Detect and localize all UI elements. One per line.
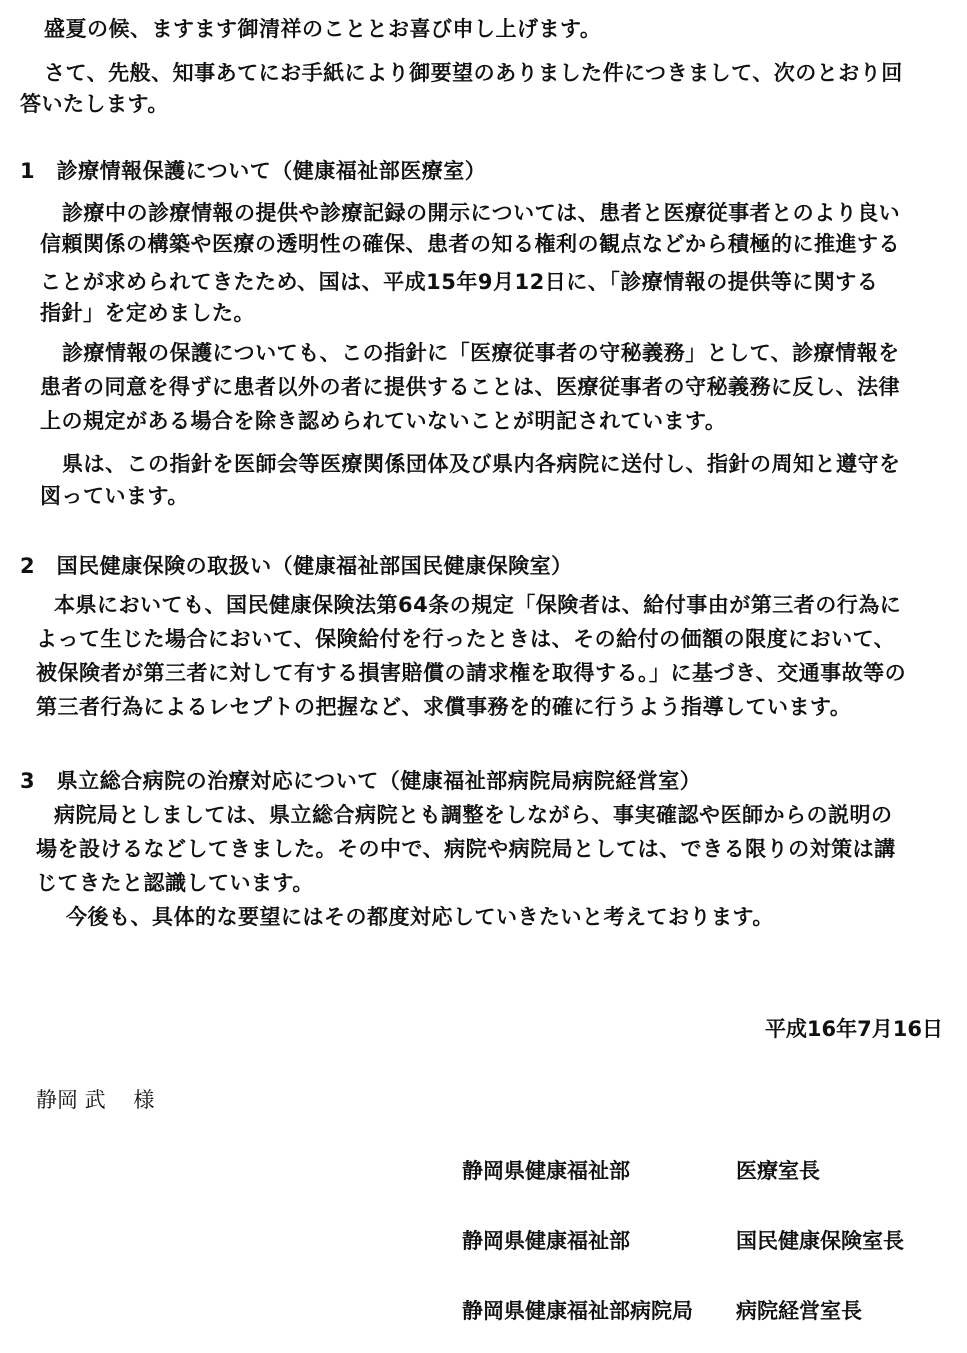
section-2-text: 第三者行為によるレセプトの把握など、求償事務を的確に行うよう指導しています。 bbox=[36, 695, 852, 719]
signature-title: 国民健康保険室長 bbox=[736, 1229, 904, 1253]
greeting-line: 盛夏の候、ますます御清祥のこととお喜び申し上げます。 bbox=[44, 17, 602, 41]
section-3-text: 場を設けるなどしてきました。その中で、病院や病院局としては、できる限りの対策は講 bbox=[36, 837, 896, 861]
section-2-text: よって生じた場合において、保険給付を行ったときは、その給付の価額の限度において、 bbox=[36, 627, 896, 651]
section-3-text: 今後も、具体的な要望にはその都度対応していきたいと考えております。 bbox=[66, 905, 774, 929]
signature-title: 医療室長 bbox=[736, 1159, 820, 1183]
section-1-text: 指針」を定めました。 bbox=[40, 301, 255, 325]
section-2-text: 本県においても、国民健康保険法第64条の規定「保険者は、給付事由が第三者の行為に bbox=[54, 593, 902, 617]
section-1-text: 図っています。 bbox=[40, 484, 189, 508]
signature-org: 静岡県健康福祉部病院局 bbox=[462, 1299, 693, 1323]
addressee: 静岡 武 様 bbox=[36, 1088, 155, 1112]
section-1-text: 県は、この指針を医師会等医療関係団体及び県内各病院に送付し、指針の周知と遵守を bbox=[62, 452, 901, 476]
section-3-text: 病院局としましては、県立総合病院とも調整をしながら、事実確認や医師からの説明の bbox=[54, 803, 893, 827]
signature-title: 病院経営室長 bbox=[736, 1299, 862, 1323]
signature-org: 静岡県健康福祉部 bbox=[462, 1159, 630, 1183]
intro-line: 答いたします。 bbox=[20, 92, 169, 116]
section-1-text: 診療中の診療情報の提供や診療記録の開示については、患者と医療従事者とのより良い bbox=[62, 201, 901, 225]
section-1-text: ことが求められてきたため、国は、平成15年9月12日に、「診療情報の提供等に関する bbox=[40, 270, 879, 294]
section-1-text: 信頼関係の構築や医療の透明性の確保、患者の知る権利の観点などから積極的に推進する bbox=[40, 232, 900, 256]
letter-date: 平成16年7月16日 bbox=[764, 1017, 943, 1041]
section-1-text: 患者の同意を得ずに患者以外の者に提供することは、医療従事者の守秘義務に反し、法律 bbox=[40, 375, 900, 399]
signature-org: 静岡県健康福祉部 bbox=[462, 1229, 630, 1253]
section-1-text: 上の規定がある場合を除き認められていないことが明記されています。 bbox=[40, 409, 727, 433]
section-1-text: 診療情報の保護についても、この指針に「医療従事者の守秘義務」として、診療情報を bbox=[62, 341, 900, 365]
section-2-heading: 2 国民健康保険の取扱い（健康福祉部国民健康保険室） bbox=[20, 554, 573, 578]
section-3-text: じてきたと認識しています。 bbox=[36, 871, 314, 895]
intro-line: さて、先般、知事あてにお手紙により御要望のありました件につきまして、次のとおり回 bbox=[44, 61, 903, 85]
section-1-heading: 1 診療情報保護について（健康福祉部医療室） bbox=[20, 159, 487, 183]
section-2-text: 被保険者が第三者に対して有する損害賠償の請求権を取得する。」に基づき、交通事故等の bbox=[36, 661, 907, 685]
section-3-heading: 3 県立総合病院の治療対応について（健康福祉部病院局病院経営室） bbox=[20, 769, 702, 793]
